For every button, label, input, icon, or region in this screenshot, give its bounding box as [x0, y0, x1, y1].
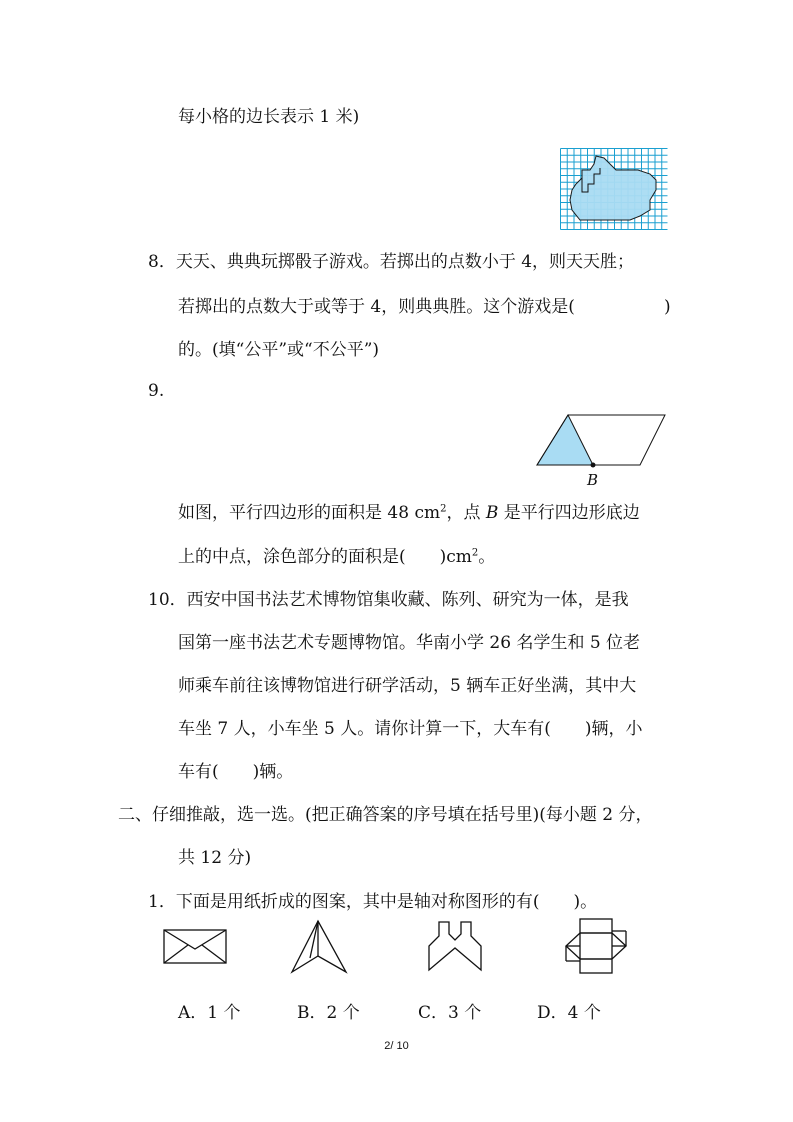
- q9-line2-b: 。: [478, 547, 496, 567]
- figure-a-envelope: [160, 925, 232, 970]
- q10-line1: 10．西安中国书法艺术博物馆集收藏、陈列、研究为一体，是我: [148, 590, 629, 610]
- page-number: 2/ 10: [384, 1040, 409, 1052]
- parallelogram-figure: [530, 405, 670, 490]
- point-b: [591, 463, 596, 468]
- figure-b-plane: [288, 918, 350, 976]
- q9-line2-a: 上的中点，涂色部分的面积是( )cm: [178, 547, 472, 567]
- mc1-question: 1．下面是用纸折成的图案，其中是轴对称图形的有( )。: [148, 892, 598, 912]
- q10-line4: 车坐 7 人，小车坐 5 人。请你计算一下，大车有( )辆，小: [178, 719, 643, 739]
- figure-d-folded: [560, 915, 632, 977]
- q8-line1: 8．天天、典典玩掷骰子游戏。若掷出的点数小于 4，则天天胜；: [148, 252, 635, 272]
- q9-line2-sup: 2: [471, 547, 479, 559]
- ship-shape: [570, 156, 656, 220]
- q9-number: 9.: [148, 381, 165, 401]
- option-c: C．3 个: [418, 1003, 482, 1023]
- q8-line2: 若掷出的点数大于或等于 4，则典典胜。这个游戏是(: [178, 297, 575, 317]
- q8-answer-close: ): [664, 297, 671, 317]
- q9-line2: [178, 546, 495, 568]
- grid-ship-figure: [560, 148, 668, 230]
- q10-line2: 国第一座书法艺术专题博物馆。华南小学 26 名学生和 5 位老: [178, 633, 641, 653]
- option-b: B．2 个: [297, 1003, 360, 1023]
- q9-line1-b: ，点: [446, 503, 486, 523]
- shaded-triangle: [537, 415, 593, 465]
- figure-c-chevron: [425, 918, 487, 976]
- q8-line3: 的。(填“公平”或“不公平”): [178, 340, 380, 360]
- q10-line5: 车有( )辆。: [178, 762, 294, 782]
- q9-line1-sup: 2: [440, 503, 447, 515]
- q7-text-tail: 每小格的边长表示 1 米): [178, 107, 360, 127]
- q9-line1: [178, 502, 640, 524]
- q9-line1-a: 如图，平行四边形的面积是 48 cm: [178, 503, 441, 523]
- q9-line1-c: B: [485, 503, 499, 523]
- point-b-label: B: [587, 471, 599, 489]
- option-d: D．4 个: [537, 1003, 601, 1023]
- option-a: A．1 个: [178, 1003, 241, 1023]
- section2-line2: 共 12 分): [178, 848, 252, 868]
- q9-line1-d: 是平行四边形底边: [498, 503, 640, 523]
- q10-line3: 师乘车前往该博物馆进行研学活动，5 辆车正好坐满，其中大: [178, 676, 637, 696]
- section2-line1: 二、仔细推敲，选一选。(把正确答案的序号填在括号里)(每小题 2 分，: [118, 805, 653, 825]
